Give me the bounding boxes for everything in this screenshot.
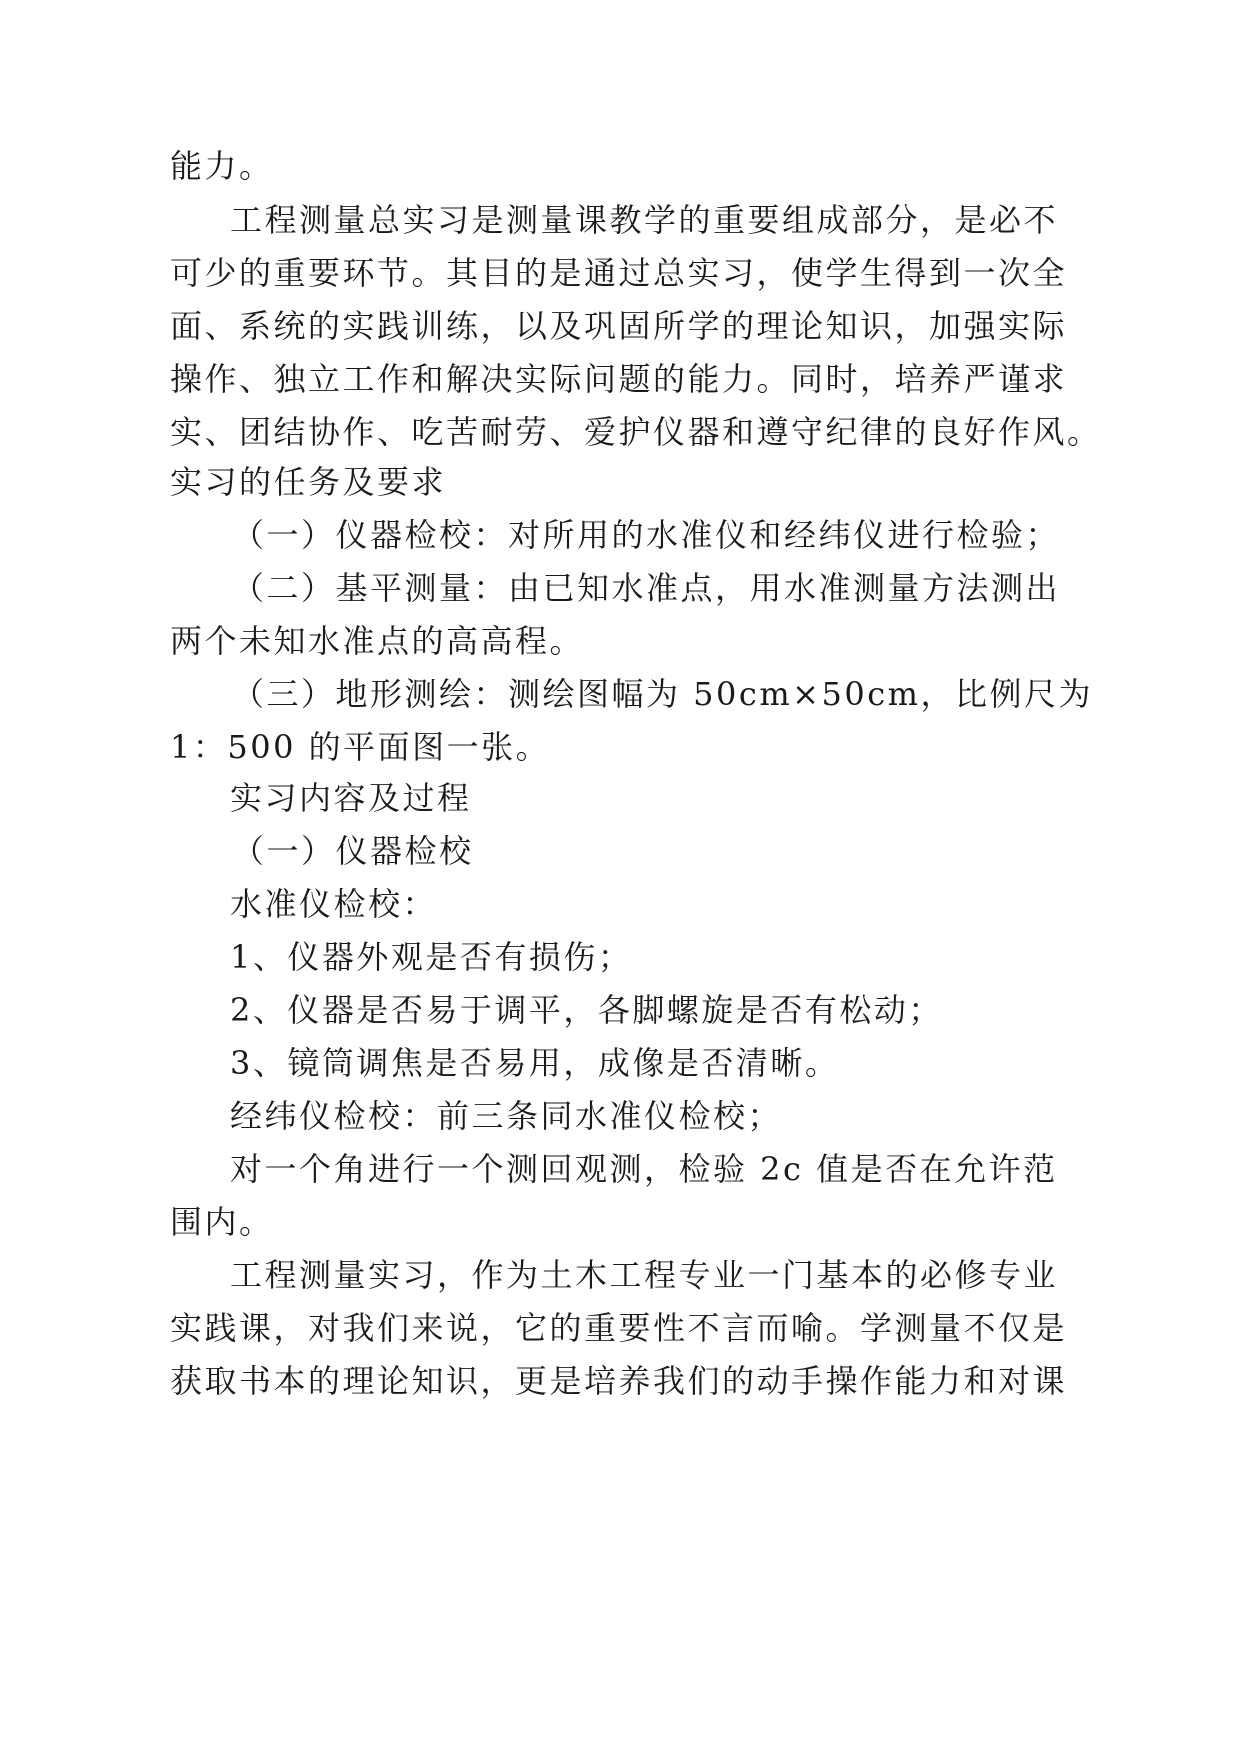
section-heading: 实习内容及过程 xyxy=(230,779,472,817)
text-line: 获取书本的理论知识，更是培养我们的动手操作能力和对课 xyxy=(170,1362,1068,1400)
paragraph-start-line: 对一个角进行一个测回观测，检验 2c 值是否在允许范 xyxy=(230,1150,1058,1188)
subsection-heading: （一）仪器检校 xyxy=(232,832,474,870)
task-item: （一）仪器检校：对所用的水准仪和经纬仪进行检验； xyxy=(232,516,1061,554)
text-line: 面、系统的实践训练，以及巩固所学的理论知识，加强实际 xyxy=(170,307,1068,345)
text-line: 可少的重要环节。其目的是通过总实习，使学生得到一次全 xyxy=(170,254,1068,292)
text-line: 围内。 xyxy=(170,1203,274,1241)
list-item: 1、仪器外观是否有损伤； xyxy=(230,938,633,976)
subsection-heading: 水准仪检校： xyxy=(230,885,438,923)
list-item: 2、仪器是否易于调平，各脚螺旋是否有松动； xyxy=(230,991,943,1029)
list-item: 3、镜筒调焦是否易用，成像是否清晰。 xyxy=(230,1044,840,1082)
text-line: 能力。 xyxy=(170,147,274,185)
text-line: 1：500 的平面图一张。 xyxy=(170,728,551,766)
text-line: 操作、独立工作和解决实际问题的能力。同时，培养严谨求 xyxy=(170,360,1068,398)
section-heading: 实习的任务及要求 xyxy=(170,463,447,501)
text-line: 实、团结协作、吃苦耐劳、爱护仪器和遵守纪律的良好作风。 xyxy=(170,413,1102,451)
task-item: （三）地形测绘：测绘图幅为 50cm×50cm，比例尺为 xyxy=(232,675,1093,713)
paragraph-start-line: 工程测量实习，作为土木工程专业一门基本的必修专业 xyxy=(230,1256,1059,1294)
text-line: 经纬仪检校：前三条同水准仪检校； xyxy=(230,1097,783,1135)
text-line: 两个未知水准点的高高程。 xyxy=(170,622,585,660)
text-line: 实践课，对我们来说，它的重要性不言而喻。学测量不仅是 xyxy=(170,1309,1068,1347)
paragraph-start-line: 工程测量总实习是测量课教学的重要组成部分，是必不 xyxy=(230,201,1059,239)
task-item: （二）基平测量：由已知水准点，用水准测量方法测出 xyxy=(232,569,1061,607)
